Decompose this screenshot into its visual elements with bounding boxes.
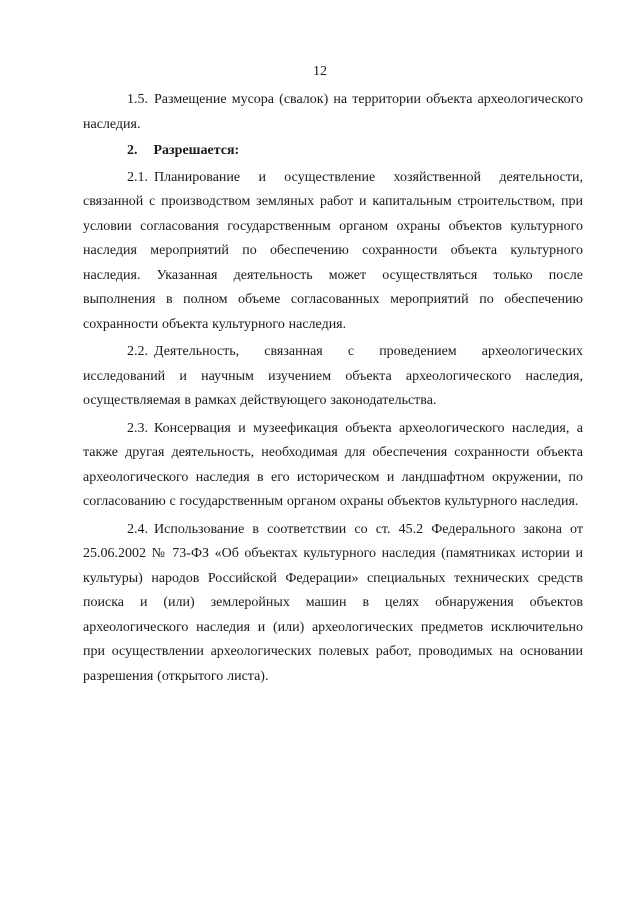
page-number: 12: [313, 64, 327, 79]
paragraph-text: Консервация и музеефикация объекта археологического наследия, а также другая деятельность, необходимая для обеспечения сохранности объекта археологического наследия в его историческом и ландшафтном окружении, по согласованию с государственным органом охраны объектов культурного наследия.: [83, 420, 583, 509]
section-heading: Разрешается:: [153, 143, 240, 158]
paragraph-2-4: [83, 518, 583, 690]
paragraph-text: Размещение мусора (свалок) на территории объекта археологического наследия.: [83, 92, 583, 132]
paragraph-text: Планирование и осуществление хозяйственной деятельности, связанной с производством земляных работ и капитальным строительством, при условии согласования государственным органом охраны объектов культурного наследия мероприятий по обеспечению сохранности объекта культурного наследия. Указанная деятельность может осуществляться только после выполнения в полном объеме согласованных мероприятий по обеспечению сохранности объекта культурного наследия.: [83, 169, 583, 332]
paragraph-2-2: [83, 340, 583, 414]
paragraph-number: 2.1.: [127, 169, 148, 185]
paragraph-number: 2.4.: [127, 521, 148, 537]
paragraph-number: 2.2.: [127, 344, 148, 359]
paragraph-2-1: [83, 166, 583, 338]
paragraph-1-5: [83, 88, 583, 137]
paragraph-number: 1.5.: [127, 92, 148, 107]
paragraph-2-3: [83, 417, 583, 515]
section-number: 2.: [127, 143, 138, 158]
paragraph-text: Деятельность, связанная с проведением археологических исследований и научным изучением объекта археологического наследия, осуществляемая в рамках действующего законодательства.: [83, 344, 583, 408]
document-body: [83, 88, 583, 689]
paragraph-number: 2.3.: [127, 420, 148, 436]
paragraph-2-heading: [83, 139, 583, 164]
paragraph-text: Использование в соответствии со ст. 45.2 Федерального закона от 25.06.2002 № 73-ФЗ «Об объектах культурного наследия (памятниках истории и культуры) народов Российской Федерации» специальных технических средств поиска и (или) землеройных машин в целях обнаружения объектов археологического наследия и (или) археологических предметов исключительно при осуществлении археологических полевых работ, проводимых на основании разрешения (открытого листа).: [83, 521, 583, 684]
